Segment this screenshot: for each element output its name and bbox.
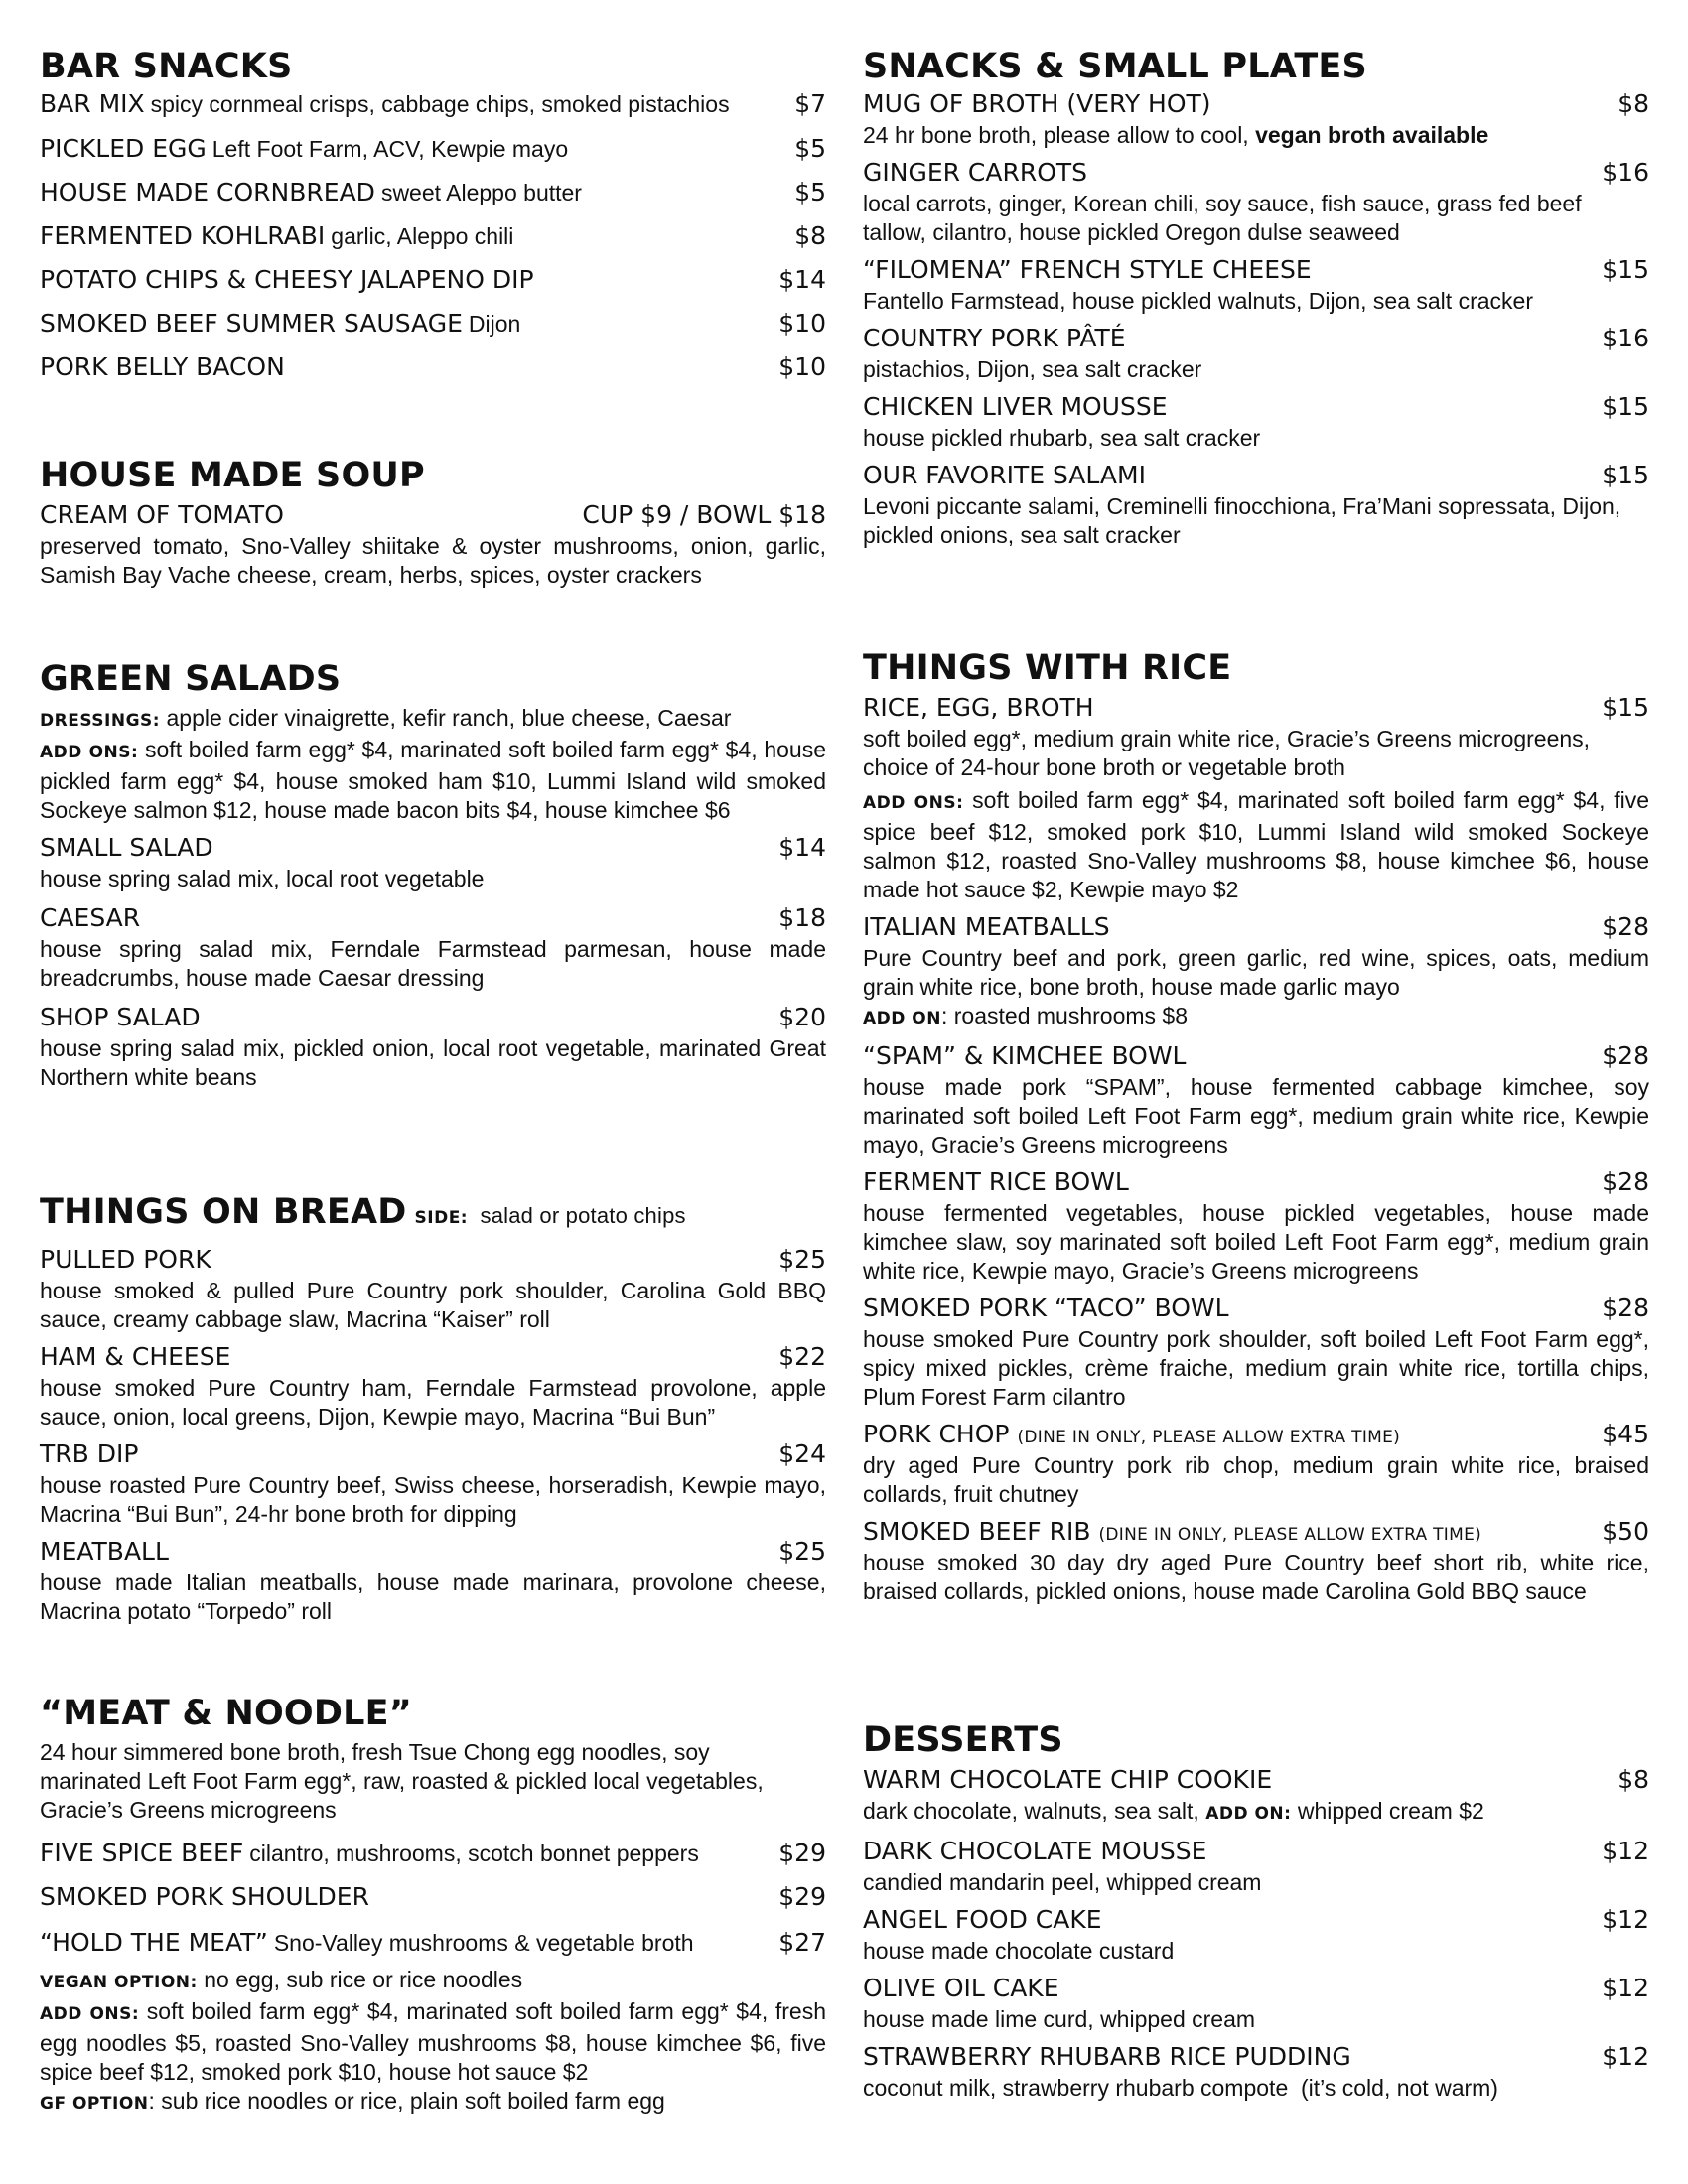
addon-text: whipped cream $2 [1297, 1798, 1484, 1824]
item-description: Fantello Farmstead, house pickled walnuts, Dijon, sea salt cracker [863, 288, 1533, 314]
item-price: $8 [1618, 89, 1649, 118]
vegan-text: no egg, sub rice or rice noodles [204, 1967, 523, 1992]
gf-option [40, 2087, 826, 2118]
desserts-section [863, 1719, 1649, 2103]
section-title: DESSERTS [863, 1720, 1063, 1760]
item-name: PORK BELLY BACON [40, 352, 285, 381]
menu-item [863, 1165, 1649, 1286]
addons-label: ADD ONS: [40, 2004, 140, 2024]
item-inline-desc: Left Foot Farm, ACV, Kewpie mayo [211, 136, 569, 162]
item-description: Pure Country beef and pork, green garlic, red wine, spices, oats, medium grain white rice, bone broth, house made garlic mayo [863, 945, 1649, 1000]
item-description: local carrots, ginger, Korean chili, soy sauce, fish sauce, grass fed beef tallow, cilantro, house pickled Oregon dulse seaweed [863, 191, 1582, 245]
item-name: POTATO CHIPS & CHEESY JALAPENO DIP [40, 265, 534, 294]
addons-block [863, 786, 1649, 904]
addon-label: ADD ON [863, 1009, 941, 1028]
menu-item [40, 1880, 826, 1926]
dressings-text: apple cider vinaigrette, kefir ranch, blue cheese, Caesar [166, 705, 732, 731]
item-price: $7 [794, 89, 826, 118]
menu-item [863, 1972, 1649, 2034]
item-price: $25 [778, 1245, 826, 1274]
item-price: CUP $9 / BOWL $18 [582, 500, 826, 529]
menu-item [40, 219, 826, 263]
item-name: SMOKED BEEF RIB [863, 1517, 1091, 1546]
addons-block [40, 1997, 826, 2087]
menu-item [40, 1837, 826, 1880]
item-price: $14 [778, 833, 826, 862]
item-price: $16 [1602, 324, 1649, 352]
item-name: OUR FAVORITE SALAMI [863, 461, 1146, 489]
item-price: $15 [1602, 392, 1649, 421]
item-name: PICKLED EGG [40, 134, 207, 163]
menu-item [863, 1039, 1649, 1160]
section-title-text: THINGS ON BREAD [40, 1192, 407, 1232]
menu-item [863, 253, 1649, 316]
menu-item [863, 910, 1649, 1033]
item-price: $45 [1602, 1420, 1649, 1448]
item-note: (DINE IN ONLY, PLEASE ALLOW EXTRA TIME) [1098, 1525, 1482, 1545]
addons-text: soft boiled farm egg* $4, marinated soft boiled farm egg* $4, fresh egg noodles $5, roasted Sno-Valley mushrooms $8, house kimchee $6, five spice beef $12, smoked pork $10, house hot sauce $2 [40, 1998, 826, 2085]
item-inline-desc: sweet Aleppo butter [380, 180, 582, 205]
item-name: FIVE SPICE BEEF [40, 1839, 244, 1867]
menu-item [863, 1418, 1649, 1509]
menu-item [40, 1001, 826, 1092]
noodle-section [40, 1693, 826, 2118]
item-price: $16 [1602, 158, 1649, 187]
item-description: house pickled rhubarb, sea salt cracker [863, 425, 1261, 451]
item-description: house fermented vegetables, house pickled vegetables, house made kimchee slaw, soy marinated soft boiled Left Foot Farm egg*, medium grain white rice, Kewpie mayo, Gracie’s Greens microgreens [863, 1200, 1649, 1284]
item-price: $20 [778, 1003, 826, 1031]
item-price: $24 [778, 1439, 826, 1468]
item-name: DARK CHOCOLATE MOUSSE [863, 1837, 1207, 1865]
menu-item [40, 831, 826, 893]
cookie-desc: dark chocolate, walnuts, sea salt, [863, 1798, 1199, 1824]
section-title: THINGS WITH RICE [863, 648, 1232, 688]
item-description [863, 121, 1649, 150]
item-description: candied mandarin peel, whipped cream [863, 1869, 1262, 1895]
item-description: dry aged Pure Country pork rib chop, medium grain white rice, braised collards, fruit chutney [863, 1452, 1649, 1507]
item-name: FERMENT RICE BOWL [863, 1167, 1129, 1196]
item-inline-desc: Sno-Valley mushrooms & vegetable broth [273, 1930, 694, 1956]
item-name: ANGEL FOOD CAKE [863, 1905, 1102, 1934]
item-inline-desc: spicy cornmeal crisps, cabbage chips, smoked pistachios [150, 91, 730, 117]
item-price: $29 [778, 1882, 826, 1911]
item-description: house spring salad mix, local root vegetable [40, 866, 485, 891]
item-name: HAM & CHEESE [40, 1342, 231, 1371]
addons-label: ADD ONS: [40, 743, 139, 762]
soup-section [40, 455, 826, 590]
item-name: RICE, EGG, BROTH [863, 693, 1094, 722]
item-price: $18 [778, 903, 826, 932]
addon-text: : roasted mushrooms $8 [940, 1003, 1188, 1028]
item-name: PULLED PORK [40, 1245, 211, 1274]
section-title: “MEAT & NOODLE” [40, 1694, 412, 1733]
item-name: CREAM OF TOMATO [40, 500, 284, 529]
item-description: house spring salad mix, pickled onion, local root vegetable, marinated Great Northern white beans [40, 1035, 826, 1090]
addons-text: soft boiled farm egg* $4, marinated soft boiled farm egg* $4, house pickled farm egg* $4, house smoked ham $10, Lummi Island wild smoked Sockeye salmon $12, house made bacon bits $4, house kimchee $6 [40, 737, 826, 823]
item-name: GINGER CARROTS [863, 158, 1088, 187]
item-name: COUNTRY PORK PÂTÉ [863, 324, 1126, 352]
item-description: house spring salad mix, Ferndale Farmstead parmesan, house made breadcrumbs, house made Caesar dressing [40, 936, 826, 991]
addon-line [863, 1002, 1649, 1033]
menu-item [863, 1835, 1649, 1897]
gf-text: : sub rice noodles or rice, plain soft boiled farm egg [148, 2088, 665, 2114]
item-price: $10 [778, 352, 826, 381]
item-name: CAESAR [40, 903, 141, 932]
item-description: coconut milk, strawberry rhubarb compote (it’s cold, not warm) [863, 2075, 1498, 2101]
addons-label: ADD ONS: [863, 793, 964, 813]
item-name: SMOKED PORK SHOULDER [40, 1882, 369, 1911]
item-name: TRB DIP [40, 1439, 139, 1468]
item-inline-desc: cilantro, mushrooms, scotch bonnet peppers [249, 1841, 699, 1866]
menu-item [863, 1515, 1649, 1606]
menu-item [40, 901, 826, 993]
menu-item [40, 1437, 826, 1529]
menu-item [863, 390, 1649, 453]
item-price: $15 [1602, 461, 1649, 489]
item-price: $29 [778, 1839, 826, 1867]
item-price: $28 [1602, 1041, 1649, 1070]
menu-item [863, 322, 1649, 384]
item-price: $12 [1602, 2042, 1649, 2071]
gf-label: GF OPTION [40, 2094, 149, 2114]
item-name: “SPAM” & KIMCHEE BOWL [863, 1041, 1187, 1070]
item-description: house made pork “SPAM”, house fermented cabbage kimchee, soy marinated soft boiled Left Foot Farm egg*, medium grain white rice, Kewpie mayo, Gracie’s Greens microgreens [863, 1074, 1649, 1158]
item-description: soft boiled egg*, medium grain white rice, Gracie’s Greens microgreens, choice of 24-hour bone broth or vegetable broth [863, 726, 1591, 780]
bread-section [40, 1191, 826, 1626]
item-description: house made Italian meatballs, house made marinara, provolone cheese, Macrina potato “Torpedo” roll [40, 1570, 826, 1624]
menu-item [40, 1243, 826, 1334]
item-description: house roasted Pure Country beef, Swiss cheese, horseradish, Kewpie mayo, Macrina “Bui Bun”, 24-hr bone broth for dipping [40, 1472, 826, 1527]
item-name: SMOKED PORK “TACO” BOWL [863, 1294, 1229, 1322]
vegan-option [40, 1966, 826, 1997]
item-description: house smoked 30 day dry aged Pure Country beef short rib, white rice, braised collards, pickled onions, house made Carolina Gold BBQ sauce [863, 1550, 1649, 1604]
menu-item [40, 1926, 826, 1966]
side-text: salad or potato chips [480, 1203, 686, 1228]
green-salads-section [40, 658, 826, 1092]
item-name: ITALIAN MEATBALLS [863, 912, 1110, 941]
side-label: SIDE: [414, 1208, 469, 1228]
item-price: $8 [1618, 1765, 1649, 1794]
item-name: SMALL SALAD [40, 833, 213, 862]
menu-item [40, 307, 826, 350]
item-price: $12 [1602, 1974, 1649, 2002]
item-name: STRAWBERRY RHUBARB RICE PUDDING [863, 2042, 1351, 2071]
menu-item [863, 1292, 1649, 1412]
menu-item [40, 87, 826, 132]
item-description: house smoked & pulled Pure Country pork shoulder, Carolina Gold BBQ sauce, creamy cabbage slaw, Macrina “Kaiser” roll [40, 1278, 826, 1332]
noodle-intro: 24 hour simmered bone broth, fresh Tsue Chong egg noodles, soy marinated Left Foot Farm egg*, raw, roasted & pickled local vegetables, Gracie’s Greens microgreens [40, 1739, 764, 1823]
addon-label: ADD ON: [1205, 1804, 1292, 1824]
item-note: (DINE IN ONLY, PLEASE ALLOW EXTRA TIME) [1017, 1428, 1401, 1447]
item-description: house made chocolate custard [863, 1938, 1175, 1964]
menu-item [863, 1903, 1649, 1966]
item-description [863, 1797, 1649, 1829]
item-description: house made lime curd, whipped cream [863, 2006, 1256, 2032]
menu-item [863, 1763, 1649, 1829]
menu-item [863, 691, 1649, 782]
item-price: $15 [1602, 255, 1649, 284]
item-description: house smoked Pure Country ham, Ferndale Farmstead provolone, apple sauce, onion, local greens, Dijon, Kewpie mayo, Macrina “Bui Bun” [40, 1375, 826, 1430]
item-price: $5 [794, 178, 826, 206]
dressings-line [40, 704, 826, 736]
menu-item [40, 498, 826, 532]
item-description: preserved tomato, Sno-Valley shiitake & oyster mushrooms, onion, garlic, Samish Bay Vache cheese, cream, herbs, spices, oyster crackers [40, 533, 826, 588]
item-name: CHICKEN LIVER MOUSSE [863, 392, 1168, 421]
item-name: WARM CHOCOLATE CHIP COOKIE [863, 1765, 1273, 1794]
broth-desc: 24 hr bone broth, please allow to cool, [863, 122, 1249, 148]
section-title: SNACKS & SMALL PLATES [863, 47, 1367, 86]
item-price: $25 [778, 1537, 826, 1566]
item-inline-desc: garlic, Aleppo chili [331, 223, 514, 249]
item-price: $22 [778, 1342, 826, 1371]
item-price: $5 [794, 134, 826, 163]
rice-section [863, 647, 1649, 1606]
section-title: BAR SNACKS [40, 47, 293, 86]
section-title: GREEN SALADS [40, 659, 342, 699]
item-name: “HOLD THE MEAT” [40, 1928, 268, 1957]
item-name: “FILOMENA” FRENCH STYLE CHEESE [863, 255, 1312, 284]
item-name: SMOKED BEEF SUMMER SAUSAGE [40, 309, 463, 338]
vegan-label: VEGAN OPTION: [40, 1973, 198, 1992]
item-description: pistachios, Dijon, sea salt cracker [863, 356, 1202, 382]
broth-desc-bold: vegan broth available [1255, 122, 1489, 148]
item-name: MEATBALL [40, 1537, 169, 1566]
item-price: $15 [1602, 693, 1649, 722]
small-plates-section [863, 46, 1649, 550]
item-price: $12 [1602, 1837, 1649, 1865]
section-title [40, 1191, 826, 1239]
dressings-label: DRESSINGS: [40, 711, 161, 731]
item-name: MUG OF BROTH (VERY HOT) [863, 89, 1211, 118]
menu-item [863, 459, 1649, 550]
item-price: $12 [1602, 1905, 1649, 1934]
item-name: BAR MIX [40, 89, 145, 118]
item-name: SHOP SALAD [40, 1003, 201, 1031]
menu-item [40, 1340, 826, 1432]
bar-snacks-section [40, 46, 826, 394]
item-price: $28 [1602, 1294, 1649, 1322]
item-name: OLIVE OIL CAKE [863, 1974, 1059, 2002]
menu-item [40, 176, 826, 219]
item-price: $8 [794, 221, 826, 250]
menu-item [40, 132, 826, 176]
menu-item [863, 2040, 1649, 2103]
item-price: $14 [778, 265, 826, 294]
menu-item [863, 156, 1649, 247]
menu-item [40, 263, 826, 307]
item-price: $10 [778, 309, 826, 338]
menu-item [863, 87, 1649, 150]
addons-text: soft boiled farm egg* $4, marinated soft boiled farm egg* $4, five spice beef $12, smoked pork $10, Lummi Island wild smoked Sockeye salmon $12, roasted Sno-Valley mushrooms $8, house kimchee $6, house made hot sauce $2, Kewpie mayo $2 [863, 787, 1650, 902]
item-name: FERMENTED KOHLRABI [40, 221, 326, 250]
section-title: HOUSE MADE SOUP [40, 456, 425, 495]
item-price: $28 [1602, 1167, 1649, 1196]
item-name: HOUSE MADE CORNBREAD [40, 178, 375, 206]
item-description: house smoked Pure Country pork shoulder, soft boiled Left Foot Farm egg*, spicy mixed pickles, crème fraiche, medium grain white rice, tortilla chips, Plum Forest Farm cilantro [863, 1326, 1649, 1410]
item-price: $50 [1602, 1517, 1649, 1546]
menu-item [40, 1535, 826, 1626]
menu-item [40, 350, 826, 394]
item-name: PORK CHOP [863, 1420, 1010, 1448]
addons-block [40, 736, 826, 825]
item-price: $28 [1602, 912, 1649, 941]
item-price: $27 [778, 1928, 826, 1957]
item-description: Levoni piccante salami, Creminelli finocchiona, Fra’Mani sopressata, Dijon, pickled onions, sea salt cracker [863, 493, 1621, 548]
item-inline-desc: Dijon [468, 311, 521, 337]
